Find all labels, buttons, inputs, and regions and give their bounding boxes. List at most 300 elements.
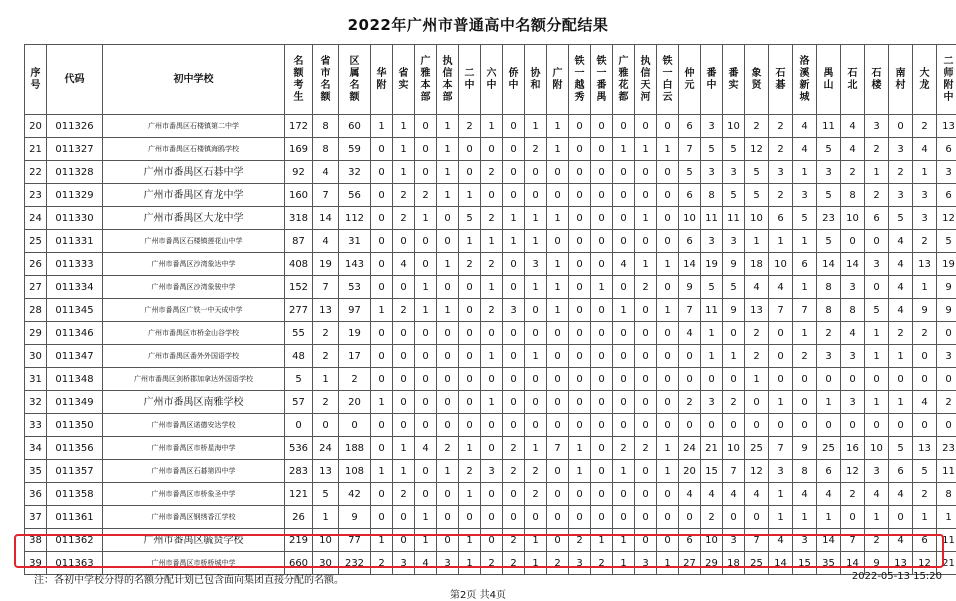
table-cell: 0	[339, 414, 371, 437]
table-cell: 1	[415, 276, 437, 299]
table-cell: 0	[635, 460, 657, 483]
table-cell: 12	[841, 460, 865, 483]
table-cell: 0	[459, 414, 481, 437]
table-cell: 8	[313, 138, 339, 161]
column-header: 二师附中	[937, 45, 956, 115]
table-cell: 0	[913, 368, 937, 391]
table-cell: 2	[865, 184, 889, 207]
table-row	[25, 230, 956, 253]
table-cell: 7	[547, 437, 569, 460]
table-cell: 1	[459, 184, 481, 207]
table-cell: 2	[723, 391, 745, 414]
table-cell: 13	[913, 253, 937, 276]
table-cell: 0	[613, 345, 635, 368]
table-cell: 1	[415, 506, 437, 529]
table-cell: 1	[613, 299, 635, 322]
table-cell: 42	[339, 483, 371, 506]
table-cell: 2	[437, 437, 459, 460]
table-cell: 0	[769, 322, 793, 345]
table-cell: 3	[865, 460, 889, 483]
table-cell: 2	[525, 138, 547, 161]
table-cell: 4	[701, 483, 723, 506]
table-cell: 3	[723, 161, 745, 184]
table-cell: 1	[525, 276, 547, 299]
table-cell: 广州市番禺区市桥金山谷学校	[103, 322, 285, 345]
table-cell: 19	[339, 322, 371, 345]
quota-table	[24, 44, 956, 575]
table-cell: 2	[841, 483, 865, 506]
table-cell: 15	[701, 460, 723, 483]
table-cell: 3	[525, 253, 547, 276]
table-cell: 0	[657, 161, 679, 184]
table-cell: 2	[313, 322, 339, 345]
table-cell: 2	[793, 345, 817, 368]
table-cell: 广州市番禺区沙湾象达中学	[103, 253, 285, 276]
table-cell: 23	[937, 437, 956, 460]
table-cell: 3	[635, 552, 657, 575]
column-header: 执信天河	[635, 45, 657, 115]
table-cell: 1	[657, 138, 679, 161]
table-cell: 0	[591, 138, 613, 161]
table-cell: 26	[25, 253, 47, 276]
table-cell: 2	[503, 529, 525, 552]
table-cell: 1	[769, 506, 793, 529]
table-cell: 3	[481, 460, 503, 483]
table-cell: 2	[865, 138, 889, 161]
column-header: 省市名额	[313, 45, 339, 115]
table-cell: 0	[525, 161, 547, 184]
column-header: 省实	[393, 45, 415, 115]
table-cell: 21	[25, 138, 47, 161]
table-cell: 22	[25, 161, 47, 184]
table-cell: 0	[889, 414, 913, 437]
table-cell: 1	[817, 391, 841, 414]
table-cell: 1	[393, 138, 415, 161]
table-cell: 1	[913, 276, 937, 299]
table-cell: 48	[285, 345, 313, 368]
table-cell: 20	[25, 115, 47, 138]
table-cell: 13	[937, 115, 956, 138]
table-cell: 10	[865, 437, 889, 460]
table-cell: 1	[591, 529, 613, 552]
table-cell: 011358	[47, 483, 103, 506]
table-cell: 0	[591, 115, 613, 138]
table-cell: 7	[679, 138, 701, 161]
table-cell: 3	[889, 184, 913, 207]
table-cell: 0	[613, 368, 635, 391]
table-cell: 0	[371, 161, 393, 184]
table-cell: 0	[503, 184, 525, 207]
table-cell: 1	[503, 230, 525, 253]
table-cell: 1	[613, 138, 635, 161]
table-cell: 0	[657, 368, 679, 391]
table-cell: 1	[769, 230, 793, 253]
table-cell: 21	[937, 552, 956, 575]
table-row	[25, 506, 956, 529]
column-header: 初中学校	[103, 45, 285, 115]
table-row	[25, 368, 956, 391]
table-cell: 8	[701, 184, 723, 207]
table-cell: 6	[937, 138, 956, 161]
table-cell: 4	[865, 483, 889, 506]
table-cell: 14	[313, 207, 339, 230]
table-cell: 3	[723, 529, 745, 552]
table-cell: 1	[481, 345, 503, 368]
table-cell: 0	[745, 391, 769, 414]
column-header: 二中	[459, 45, 481, 115]
table-cell: 5	[937, 230, 956, 253]
table-cell: 广州市番禺区沙湾象骏中学	[103, 276, 285, 299]
timestamp: 2022-05-13 15:20	[852, 571, 942, 582]
table-cell: 1	[547, 115, 569, 138]
table-cell: 25	[25, 230, 47, 253]
table-cell: 1	[793, 161, 817, 184]
table-cell: 1	[393, 161, 415, 184]
table-cell: 0	[657, 276, 679, 299]
table-cell: 53	[339, 276, 371, 299]
table-cell: 0	[613, 207, 635, 230]
table-cell: 5	[723, 184, 745, 207]
table-cell: 2	[817, 322, 841, 345]
table-cell: 0	[569, 230, 591, 253]
table-cell: 1	[613, 552, 635, 575]
table-cell: 0	[591, 184, 613, 207]
table-cell: 广州市番禺区育龙中学	[103, 184, 285, 207]
column-header: 洛溪新城	[793, 45, 817, 115]
table-cell: 3	[913, 207, 937, 230]
table-cell: 36	[25, 483, 47, 506]
table-cell: 0	[503, 483, 525, 506]
table-cell: 5	[285, 368, 313, 391]
table-row	[25, 345, 956, 368]
table-cell: 1	[525, 552, 547, 575]
table-cell: 0	[547, 460, 569, 483]
table-cell: 5	[889, 207, 913, 230]
column-header: 执信本部	[437, 45, 459, 115]
table-cell: 1	[547, 138, 569, 161]
table-cell: 011350	[47, 414, 103, 437]
table-cell: 0	[503, 115, 525, 138]
table-cell: 011349	[47, 391, 103, 414]
table-cell: 0	[503, 345, 525, 368]
table-cell: 0	[437, 506, 459, 529]
table-cell: 1	[371, 115, 393, 138]
table-cell: 0	[613, 161, 635, 184]
table-cell: 2	[525, 483, 547, 506]
table-cell: 1	[525, 345, 547, 368]
table-cell: 0	[613, 230, 635, 253]
table-cell: 2	[635, 437, 657, 460]
table-cell: 0	[569, 138, 591, 161]
table-cell: 3	[937, 345, 956, 368]
table-cell: 0	[679, 345, 701, 368]
column-header: 石楼	[865, 45, 889, 115]
table-cell: 0	[503, 414, 525, 437]
table-cell: 0	[371, 368, 393, 391]
table-cell: 0	[701, 368, 723, 391]
table-cell: 2	[841, 161, 865, 184]
table-cell: 1	[393, 460, 415, 483]
table-cell: 7	[679, 299, 701, 322]
table-cell: 9	[723, 253, 745, 276]
table-cell: 1	[701, 322, 723, 345]
table-cell: 4	[769, 529, 793, 552]
table-cell: 0	[437, 483, 459, 506]
table-cell: 广州市番禺区南雅学校	[103, 391, 285, 414]
table-cell: 0	[591, 414, 613, 437]
table-cell: 0	[569, 368, 591, 391]
table-cell: 25	[745, 552, 769, 575]
table-cell: 2	[503, 460, 525, 483]
table-cell: 0	[723, 368, 745, 391]
table-cell: 8	[841, 184, 865, 207]
table-cell: 0	[913, 414, 937, 437]
column-header: 铁一番禺	[591, 45, 613, 115]
table-cell: 011326	[47, 115, 103, 138]
table-cell: 8	[313, 115, 339, 138]
table-cell: 0	[889, 368, 913, 391]
table-cell: 1	[769, 483, 793, 506]
table-cell: 13	[913, 437, 937, 460]
table-cell: 12	[937, 207, 956, 230]
table-cell: 1	[569, 437, 591, 460]
table-cell: 0	[865, 414, 889, 437]
table-cell: 3	[393, 552, 415, 575]
table-cell: 660	[285, 552, 313, 575]
table-cell: 0	[503, 391, 525, 414]
table-cell: 14	[817, 529, 841, 552]
column-header: 铁一越秀	[569, 45, 591, 115]
table-cell: 2	[613, 437, 635, 460]
table-cell: 92	[285, 161, 313, 184]
table-cell: 0	[415, 483, 437, 506]
table-cell: 1	[313, 368, 339, 391]
table-cell: 0	[657, 506, 679, 529]
table-cell: 35	[817, 552, 841, 575]
table-cell: 1	[569, 460, 591, 483]
table-cell: 0	[371, 483, 393, 506]
table-cell: 0	[437, 368, 459, 391]
table-cell: 0	[525, 391, 547, 414]
table-cell: 4	[679, 322, 701, 345]
table-cell: 0	[313, 414, 339, 437]
table-cell: 0	[745, 414, 769, 437]
table-cell: 0	[503, 322, 525, 345]
table-cell: 3	[937, 161, 956, 184]
table-cell: 0	[591, 460, 613, 483]
table-cell: 2	[913, 115, 937, 138]
table-cell: 8	[817, 276, 841, 299]
table-cell: 3	[437, 552, 459, 575]
table-cell: 1	[547, 299, 569, 322]
table-cell: 0	[817, 368, 841, 391]
table-cell: 5	[459, 207, 481, 230]
table-cell: 0	[503, 276, 525, 299]
table-cell: 4	[913, 391, 937, 414]
table-cell: 0	[371, 345, 393, 368]
table-cell: 2	[503, 437, 525, 460]
table-cell: 14	[769, 552, 793, 575]
table-cell: 1	[459, 529, 481, 552]
table-cell: 0	[371, 253, 393, 276]
table-cell: 0	[393, 414, 415, 437]
table-cell: 1	[525, 207, 547, 230]
table-cell: 0	[437, 276, 459, 299]
table-cell: 011356	[47, 437, 103, 460]
table-cell: 0	[393, 276, 415, 299]
table-cell: 5	[817, 184, 841, 207]
table-cell: 广州市番禺区市桥桥城中学	[103, 552, 285, 575]
table-cell: 0	[841, 506, 865, 529]
table-cell: 0	[415, 368, 437, 391]
table-cell: 011347	[47, 345, 103, 368]
table-cell: 232	[339, 552, 371, 575]
table-cell: 5	[701, 276, 723, 299]
table-cell: 2	[701, 506, 723, 529]
table-cell: 3	[769, 161, 793, 184]
table-cell: 0	[657, 414, 679, 437]
table-cell: 25	[745, 437, 769, 460]
table-cell: 13	[889, 552, 913, 575]
table-cell: 4	[841, 138, 865, 161]
table-cell: 0	[841, 368, 865, 391]
table-cell: 2	[393, 483, 415, 506]
table-cell: 0	[613, 115, 635, 138]
table-cell: 3	[889, 138, 913, 161]
table-cell: 10	[701, 529, 723, 552]
column-header: 禺山	[817, 45, 841, 115]
table-cell: 0	[371, 230, 393, 253]
table-cell: 10	[313, 529, 339, 552]
table-cell: 1	[913, 161, 937, 184]
table-cell: 219	[285, 529, 313, 552]
table-cell: 0	[503, 253, 525, 276]
table-cell: 0	[569, 276, 591, 299]
table-row	[25, 161, 956, 184]
table-cell: 0	[547, 368, 569, 391]
table-cell: 28	[25, 299, 47, 322]
table-cell: 0	[769, 368, 793, 391]
table-cell: 1	[769, 391, 793, 414]
table-cell: 1	[635, 138, 657, 161]
table-cell: 0	[569, 322, 591, 345]
table-cell: 11	[701, 207, 723, 230]
table-cell: 2	[313, 345, 339, 368]
table-cell: 4	[889, 253, 913, 276]
table-cell: 14	[841, 552, 865, 575]
table-cell: 广州市番禺区钢绣香江学校	[103, 506, 285, 529]
table-cell: 3	[723, 230, 745, 253]
table-cell: 0	[817, 414, 841, 437]
table-cell: 0	[841, 230, 865, 253]
table-cell: 0	[889, 115, 913, 138]
table-cell: 广州市番禺区广铁一中天成中学	[103, 299, 285, 322]
table-cell: 011346	[47, 322, 103, 345]
table-cell: 1	[913, 506, 937, 529]
table-cell: 3	[841, 276, 865, 299]
table-cell: 13	[313, 460, 339, 483]
table-cell: 0	[569, 184, 591, 207]
table-cell: 1	[525, 115, 547, 138]
table-cell: 0	[547, 230, 569, 253]
table-cell: 9	[937, 276, 956, 299]
table-cell: 4	[393, 253, 415, 276]
table-cell: 87	[285, 230, 313, 253]
table-header-row	[25, 45, 956, 115]
table-cell: 4	[415, 437, 437, 460]
table-cell: 0	[937, 414, 956, 437]
table-cell: 4	[745, 276, 769, 299]
table-cell: 1	[459, 552, 481, 575]
table-cell: 30	[25, 345, 47, 368]
table-cell: 2	[591, 552, 613, 575]
table-cell: 0	[415, 161, 437, 184]
table-cell: 0	[657, 184, 679, 207]
table-cell: 0	[393, 391, 415, 414]
table-cell: 0	[745, 506, 769, 529]
table-cell: 11	[937, 529, 956, 552]
table-cell: 3	[701, 115, 723, 138]
table-cell: 1	[613, 529, 635, 552]
column-header: 番中	[701, 45, 723, 115]
table-cell: 5	[745, 161, 769, 184]
table-cell: 0	[371, 207, 393, 230]
table-cell: 121	[285, 483, 313, 506]
table-cell: 2	[769, 115, 793, 138]
table-cell: 1	[889, 391, 913, 414]
table-cell: 1	[745, 368, 769, 391]
table-cell: 1	[865, 506, 889, 529]
table-cell: 0	[569, 483, 591, 506]
table-cell: 19	[937, 253, 956, 276]
table-cell: 2	[937, 391, 956, 414]
table-cell: 0	[371, 184, 393, 207]
table-cell: 1	[657, 460, 679, 483]
table-cell: 0	[635, 414, 657, 437]
table-cell: 9	[865, 552, 889, 575]
table-cell: 0	[481, 506, 503, 529]
table-row	[25, 276, 956, 299]
table-cell: 10	[723, 115, 745, 138]
column-header: 序号	[25, 45, 47, 115]
table-cell: 5	[723, 138, 745, 161]
table-cell: 0	[547, 391, 569, 414]
table-cell: 0	[889, 506, 913, 529]
table-cell: 0	[415, 391, 437, 414]
table-cell: 1	[547, 207, 569, 230]
table-cell: 011363	[47, 552, 103, 575]
table-cell: 0	[937, 368, 956, 391]
table-cell: 13	[313, 299, 339, 322]
table-cell: 0	[547, 506, 569, 529]
table-cell: 277	[285, 299, 313, 322]
table-cell: 3	[569, 552, 591, 575]
table-cell: 35	[25, 460, 47, 483]
table-cell: 3	[701, 161, 723, 184]
table-cell: 0	[591, 253, 613, 276]
table-cell: 6	[913, 529, 937, 552]
table-cell: 0	[547, 483, 569, 506]
table-cell: 2	[459, 253, 481, 276]
table-cell: 1	[635, 207, 657, 230]
table-cell: 5	[679, 161, 701, 184]
table-cell: 2	[745, 345, 769, 368]
table-cell: 1	[613, 460, 635, 483]
table-cell: 广州市番禺区诺德安达学校	[103, 414, 285, 437]
table-cell: 0	[437, 391, 459, 414]
table-cell: 1	[437, 161, 459, 184]
column-header: 六中	[481, 45, 503, 115]
